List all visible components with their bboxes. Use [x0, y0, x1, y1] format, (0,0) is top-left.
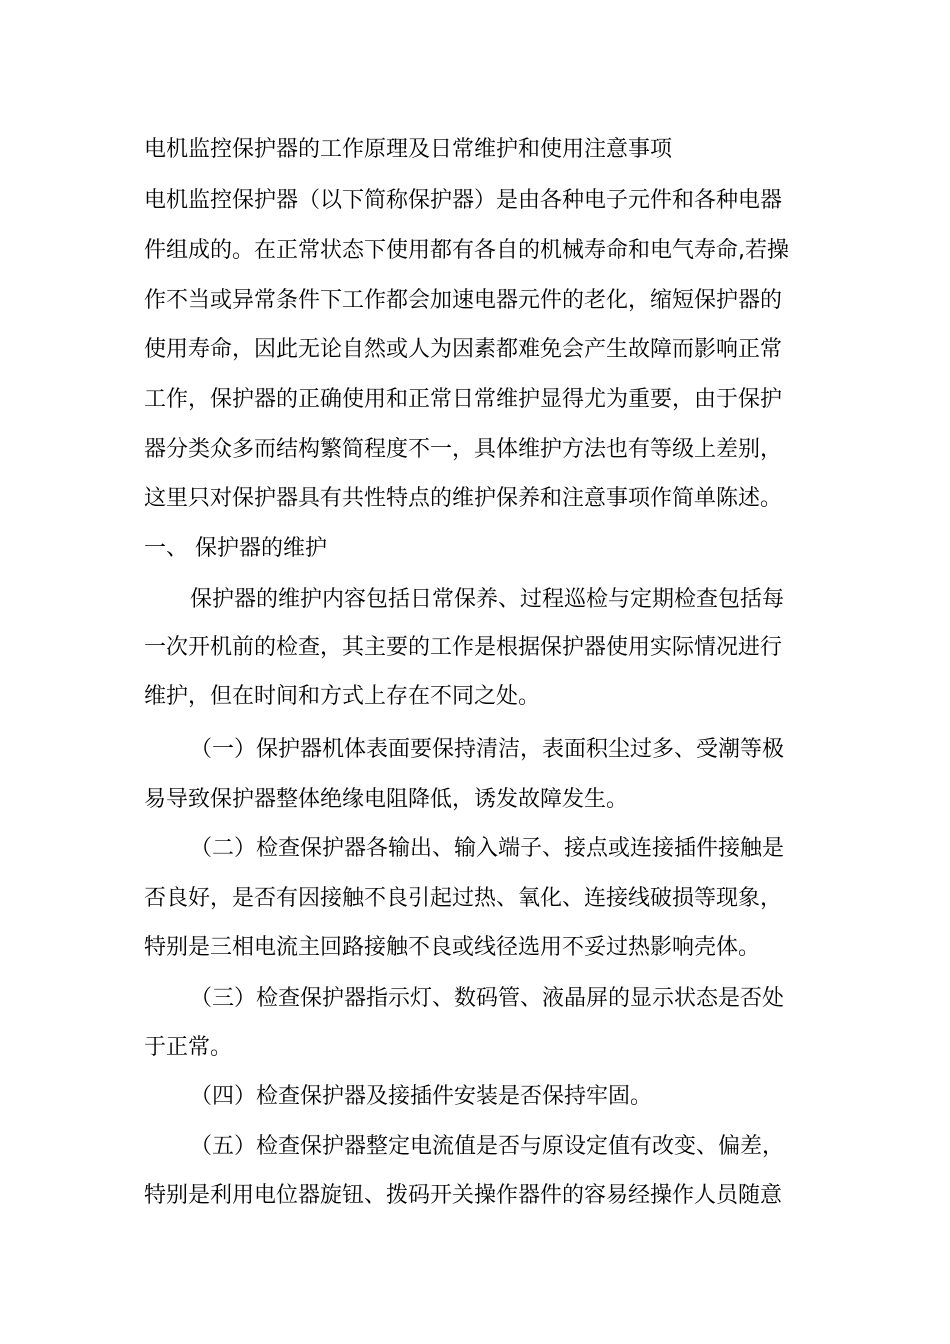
intro-line-5: 工作，保护器的正确使用和正常日常维护显得尤为重要，由于保护: [144, 387, 783, 412]
intro-line-6: 器分类众多而结构繁简程度不一，具体维护方法也有等级上差别，: [144, 437, 783, 462]
section-para-line-3: 维护，但在时间和方式上存在不同之处。: [144, 684, 541, 709]
item-1-line-1: （一）保护器机体表面要保持清洁，表面积尘过多、受潮等极: [190, 737, 785, 762]
intro-line-3: 作不当或异常条件下工作都会加速电器元件的老化，缩短保护器的: [144, 288, 783, 313]
intro-line-2: 件组成的。在正常状态下使用都有各自的机械寿命和电气寿命,若操: [144, 238, 789, 263]
section-heading: 一、 保护器的维护: [144, 536, 327, 561]
section-para-line-2: 一次开机前的检查，其主要的工作是根据保护器使用实际情况进行: [144, 635, 783, 660]
item-2-line-1: （二）检查保护器各输出、输入端子、接点或连接插件接触是: [190, 836, 785, 861]
document-title: 电机监控保护器的工作原理及日常维护和使用注意事项: [144, 137, 673, 162]
section-para-line-1: 保护器的维护内容包括日常保养、过程巡检与定期检查包括每: [190, 587, 785, 612]
intro-line-1: 电机监控保护器（以下简称保护器）是由各种电子元件和各种电器: [144, 188, 783, 213]
intro-line-7: 这里只对保护器具有共性特点的维护保养和注意事项作简单陈述。: [144, 486, 783, 511]
item-4-line-1: （四）检查保护器及接插件安装是否保持牢固。: [190, 1084, 653, 1109]
intro-line-4: 使用寿命，因此无论自然或人为因素都难免会产生故障而影响正常: [144, 337, 783, 362]
item-5-line-2: 特别是利用电位器旋钮、拨码开关操作器件的容易经操作人员随意: [144, 1183, 783, 1208]
item-1-line-2: 易导致保护器整体绝缘电阻降低，诱发故障发生。: [144, 787, 629, 812]
item-2-line-3: 特别是三相电流主回路接触不良或线径选用不妥过热影响壳体。: [144, 935, 761, 960]
item-5-line-1: （五）检查保护器整定电流值是否与原设定值有改变、偏差，: [190, 1134, 785, 1159]
item-3-line-1: （三）检查保护器指示灯、数码管、液晶屏的显示状态是否处: [190, 986, 785, 1011]
item-2-line-2: 否良好，是否有因接触不良引起过热、氧化、连接线破损等现象，: [144, 886, 783, 911]
item-3-line-2: 于正常。: [144, 1035, 233, 1060]
